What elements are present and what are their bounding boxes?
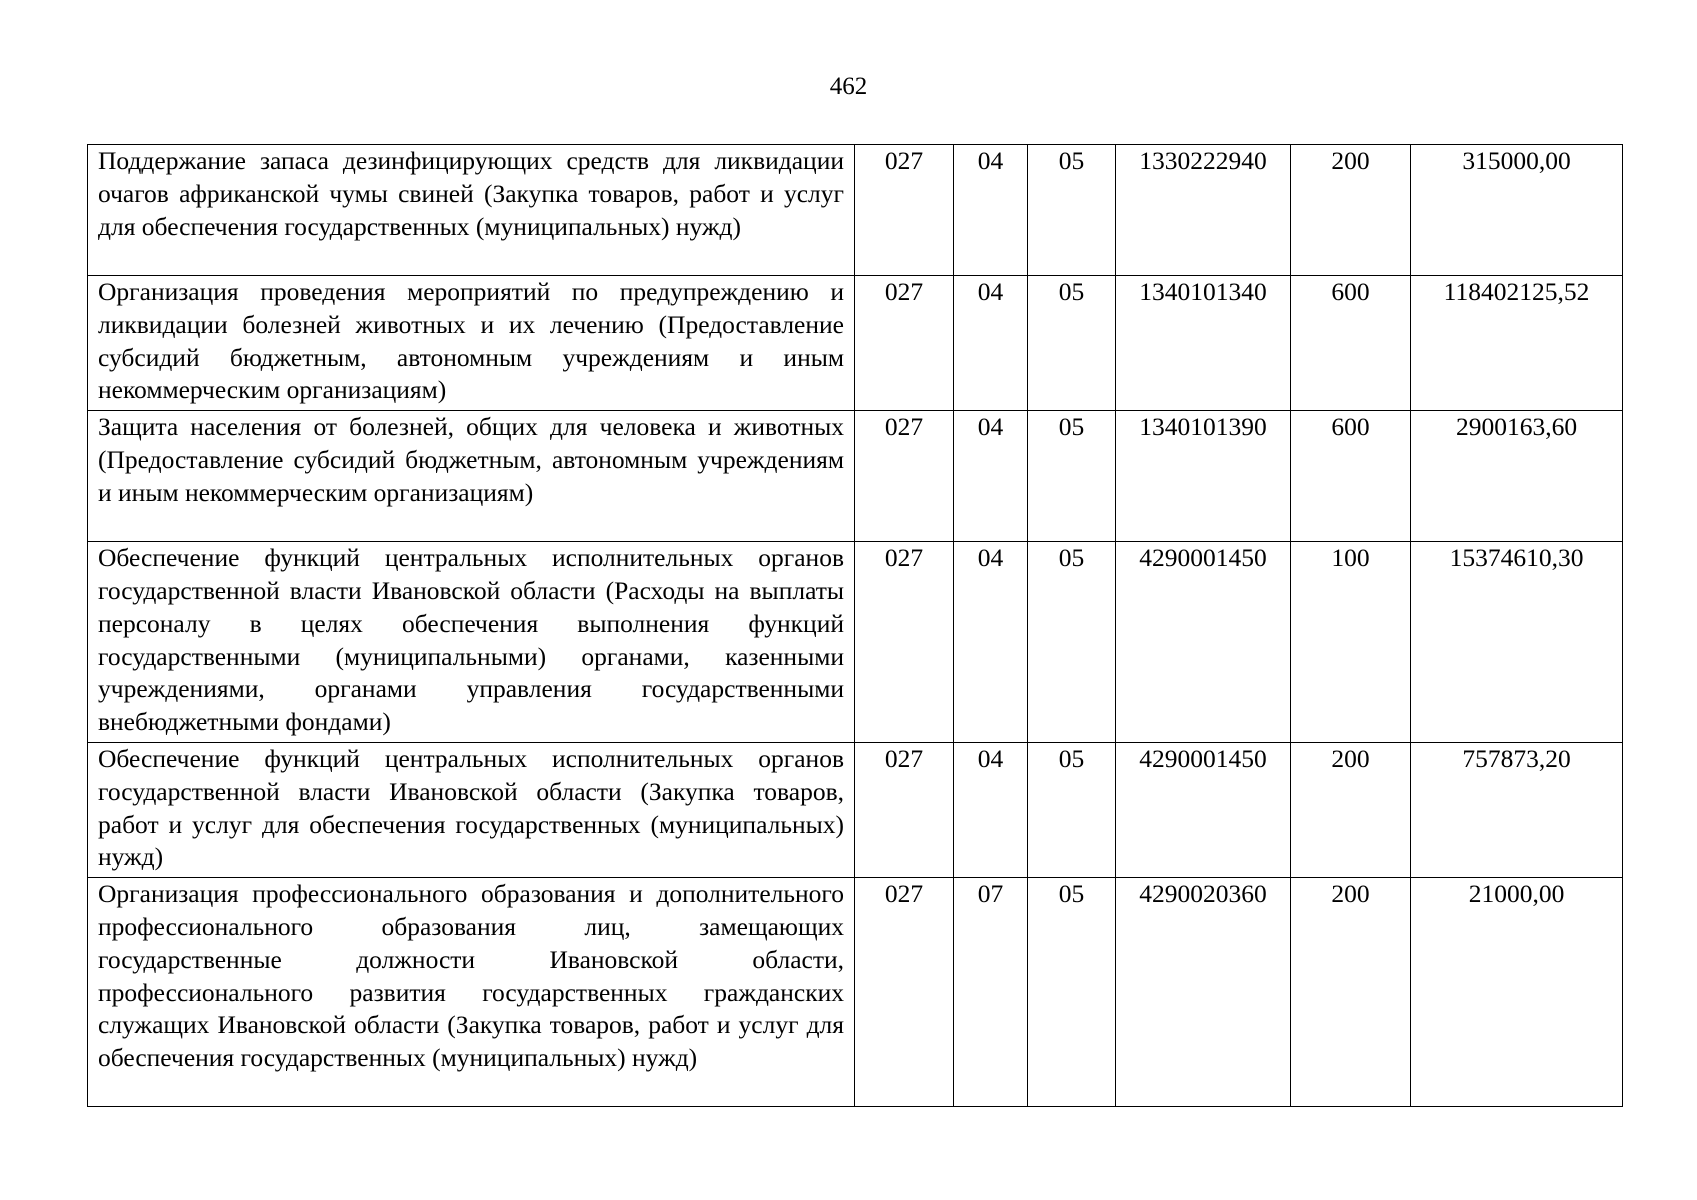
row-description: Организация проведения мероприятий по предупреждению и ликвидации болезней животных и их лечению (Предоставление субсидий бюджетным, автономным учреждениям и иным некоммерческим организациям) (88, 276, 855, 411)
budget-table (87, 144, 1623, 1107)
ministry-code: 027 (855, 742, 954, 877)
row-description: Поддержание запаса дезинфицирующих средств для ликвидации очагов африканской чумы свиней (Закупка товаров, работ и услуг для обеспечения государственных (муниципальных) нужд) (88, 145, 855, 276)
expense-type-code: 600 (1291, 276, 1411, 411)
expense-type-code: 200 (1291, 878, 1411, 1107)
ministry-code: 027 (855, 542, 954, 743)
subsection-code: 05 (1028, 742, 1116, 877)
subsection-code: 05 (1028, 542, 1116, 743)
subsection-code: 05 (1028, 145, 1116, 276)
amount-value: 15374610,30 (1411, 542, 1623, 743)
ministry-code: 027 (855, 145, 954, 276)
expense-type-code: 200 (1291, 742, 1411, 877)
section-code: 04 (954, 145, 1028, 276)
table-row (88, 542, 1623, 743)
table-row (88, 878, 1623, 1107)
ministry-code: 027 (855, 276, 954, 411)
table-row (88, 411, 1623, 542)
table-row (88, 145, 1623, 276)
table-row (88, 276, 1623, 411)
target-article-code: 4290020360 (1116, 878, 1291, 1107)
section-code: 04 (954, 411, 1028, 542)
amount-value: 21000,00 (1411, 878, 1623, 1107)
ministry-code: 027 (855, 411, 954, 542)
row-description: Обеспечение функций центральных исполнительных органов государственной власти Ивановской области (Закупка товаров, работ и услуг для обеспечения государственных (муниципальных) нужд) (88, 742, 855, 877)
section-code: 04 (954, 542, 1028, 743)
target-article-code: 4290001450 (1116, 742, 1291, 877)
subsection-code: 05 (1028, 878, 1116, 1107)
section-code: 04 (954, 742, 1028, 877)
target-article-code: 1340101390 (1116, 411, 1291, 542)
subsection-code: 05 (1028, 411, 1116, 542)
amount-value: 2900163,60 (1411, 411, 1623, 542)
page-number: 462 (829, 73, 868, 100)
section-code: 04 (954, 276, 1028, 411)
expense-type-code: 600 (1291, 411, 1411, 542)
target-article-code: 1330222940 (1116, 145, 1291, 276)
target-article-code: 4290001450 (1116, 542, 1291, 743)
expense-type-code: 200 (1291, 145, 1411, 276)
subsection-code: 05 (1028, 276, 1116, 411)
ministry-code: 027 (855, 878, 954, 1107)
amount-value: 315000,00 (1411, 145, 1623, 276)
amount-value: 757873,20 (1411, 742, 1623, 877)
section-code: 07 (954, 878, 1028, 1107)
row-description: Организация профессионального образования и дополнительного профессионального образования лиц, замещающих государственные должности Ивановской области, профессионального развития государственных гражданских служащих Ивановской области (Закупка товаров, работ и услуг для обеспечения государственных (муниципальных) нужд) (88, 878, 855, 1107)
target-article-code: 1340101340 (1116, 276, 1291, 411)
table-row (88, 742, 1623, 877)
row-description: Защита населения от болезней, общих для человека и животных (Предоставление субсидий бюджетным, автономным учреждениям и иным некоммерческим организациям) (88, 411, 855, 542)
amount-value: 118402125,52 (1411, 276, 1623, 411)
expense-type-code: 100 (1291, 542, 1411, 743)
row-description: Обеспечение функций центральных исполнительных органов государственной власти Ивановской области (Расходы на выплаты персоналу в целях обеспечения выполнения функций государственными (муниципальными) органами, казенными учреждениями, органами управления государственными внебюджетными фондами) (88, 542, 855, 743)
